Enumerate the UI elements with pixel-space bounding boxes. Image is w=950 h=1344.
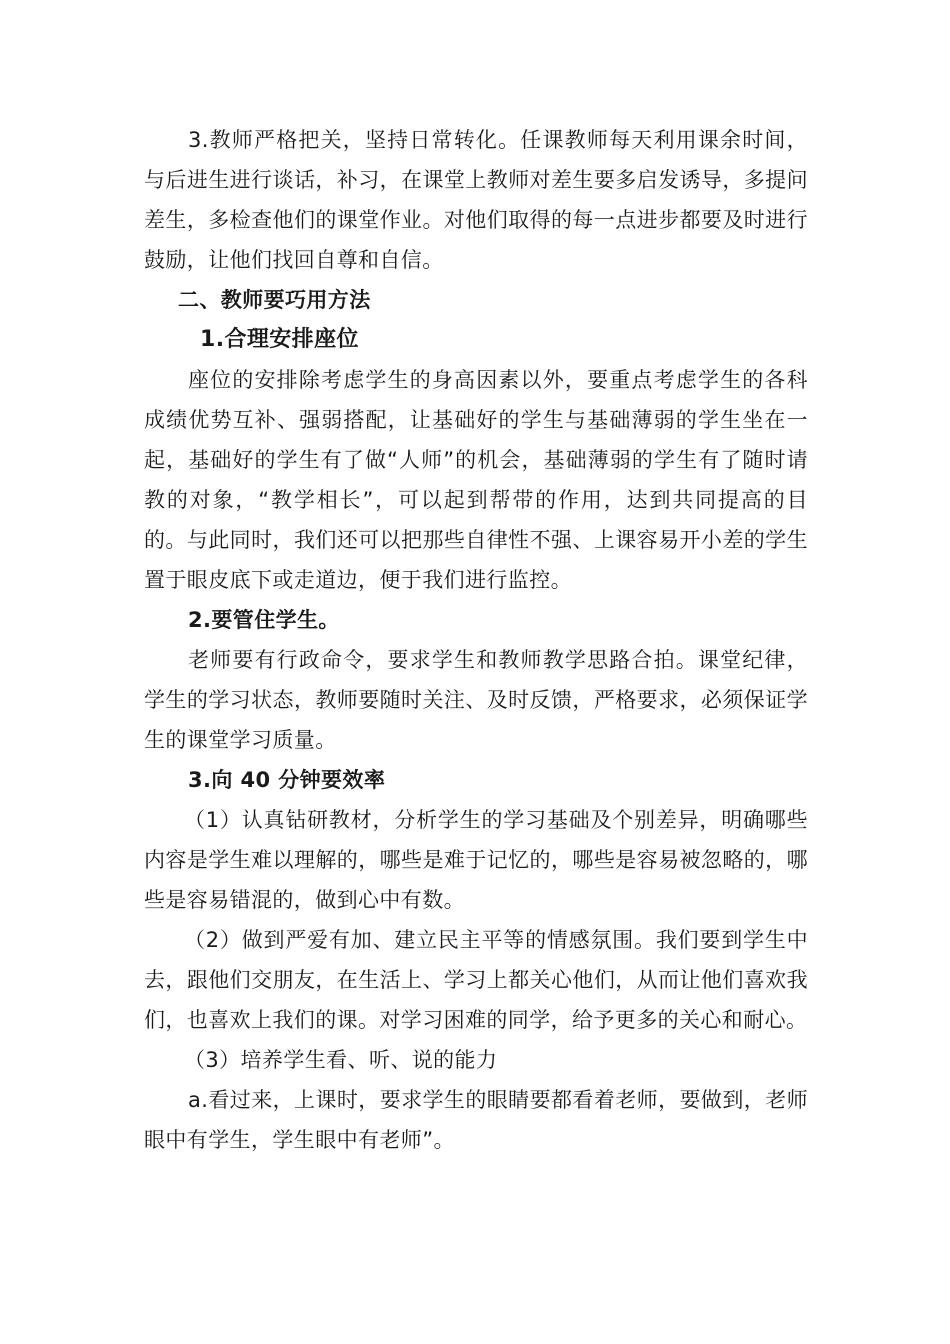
- subheading-manage-students: 2.要管住学生。: [188, 608, 340, 632]
- paragraph-manage-students: 老师要有行政命令，要求学生和教师教学思路合拍。课堂纪律，学生的学习状态，教师要随时关注、及时反馈，严格要求，必须保证学生的课堂学习质量。: [144, 648, 808, 752]
- document-body: [144, 120, 808, 1160]
- paragraph-look-here: a.看过来，上课时，要求学生的眼睛要都看着老师，要做到，老师眼中有学生，学生眼中有老师”。: [144, 1088, 808, 1152]
- paragraph-seating: 座位的安排除考虑学生的身高因素以外，要重点考虑学生的各科成绩优势互补、强弱搭配，让基础好的学生与基础薄弱的学生坐在一起，基础好的学生有了做“人师”的机会，基础薄弱的学生有了随时请教的对象，“教学相长”，可以起到帮带的作用，达到共同提高的目的。与此同时，我们还可以把那些自律性不强、上课容易开小差的学生置于眼皮底下或走道边，便于我们进行监控。: [144, 368, 808, 592]
- paragraph-teacher-checks: 3.教师严格把关，坚持日常转化。任课教师每天利用课余时间，与后进生进行谈话，补习，在课堂上教师对差生要多启发诱导，多提问差生，多检查他们的课堂作业。对他们取得的每一点进步都要及时进行鼓励，让他们找回自尊和自信。: [144, 128, 808, 272]
- section-heading-methods: 二、教师要巧用方法: [178, 288, 371, 312]
- list-item-skills: （3）培养学生看、听、说的能力: [184, 1048, 498, 1072]
- list-item-study-materials: （1）认真钻研教材，分析学生的学习基础及个别差异，明确哪些内容是学生难以理解的，哪些是难于记忆的，哪些是容易被忽略的，哪些是容易错混的，做到心中有数。: [144, 808, 808, 912]
- subheading-efficiency: 3.向 40 分钟要效率: [188, 768, 386, 792]
- list-item-atmosphere: （2）做到严爱有加、建立民主平等的情感氛围。我们要到学生中去，跟他们交朋友，在生活上、学习上都关心他们，从而让他们喜欢我们，也喜欢上我们的课。对学习困难的同学，给予更多的关心和耐心。: [144, 928, 808, 1032]
- subheading-seating: 1.合理安排座位: [200, 327, 359, 352]
